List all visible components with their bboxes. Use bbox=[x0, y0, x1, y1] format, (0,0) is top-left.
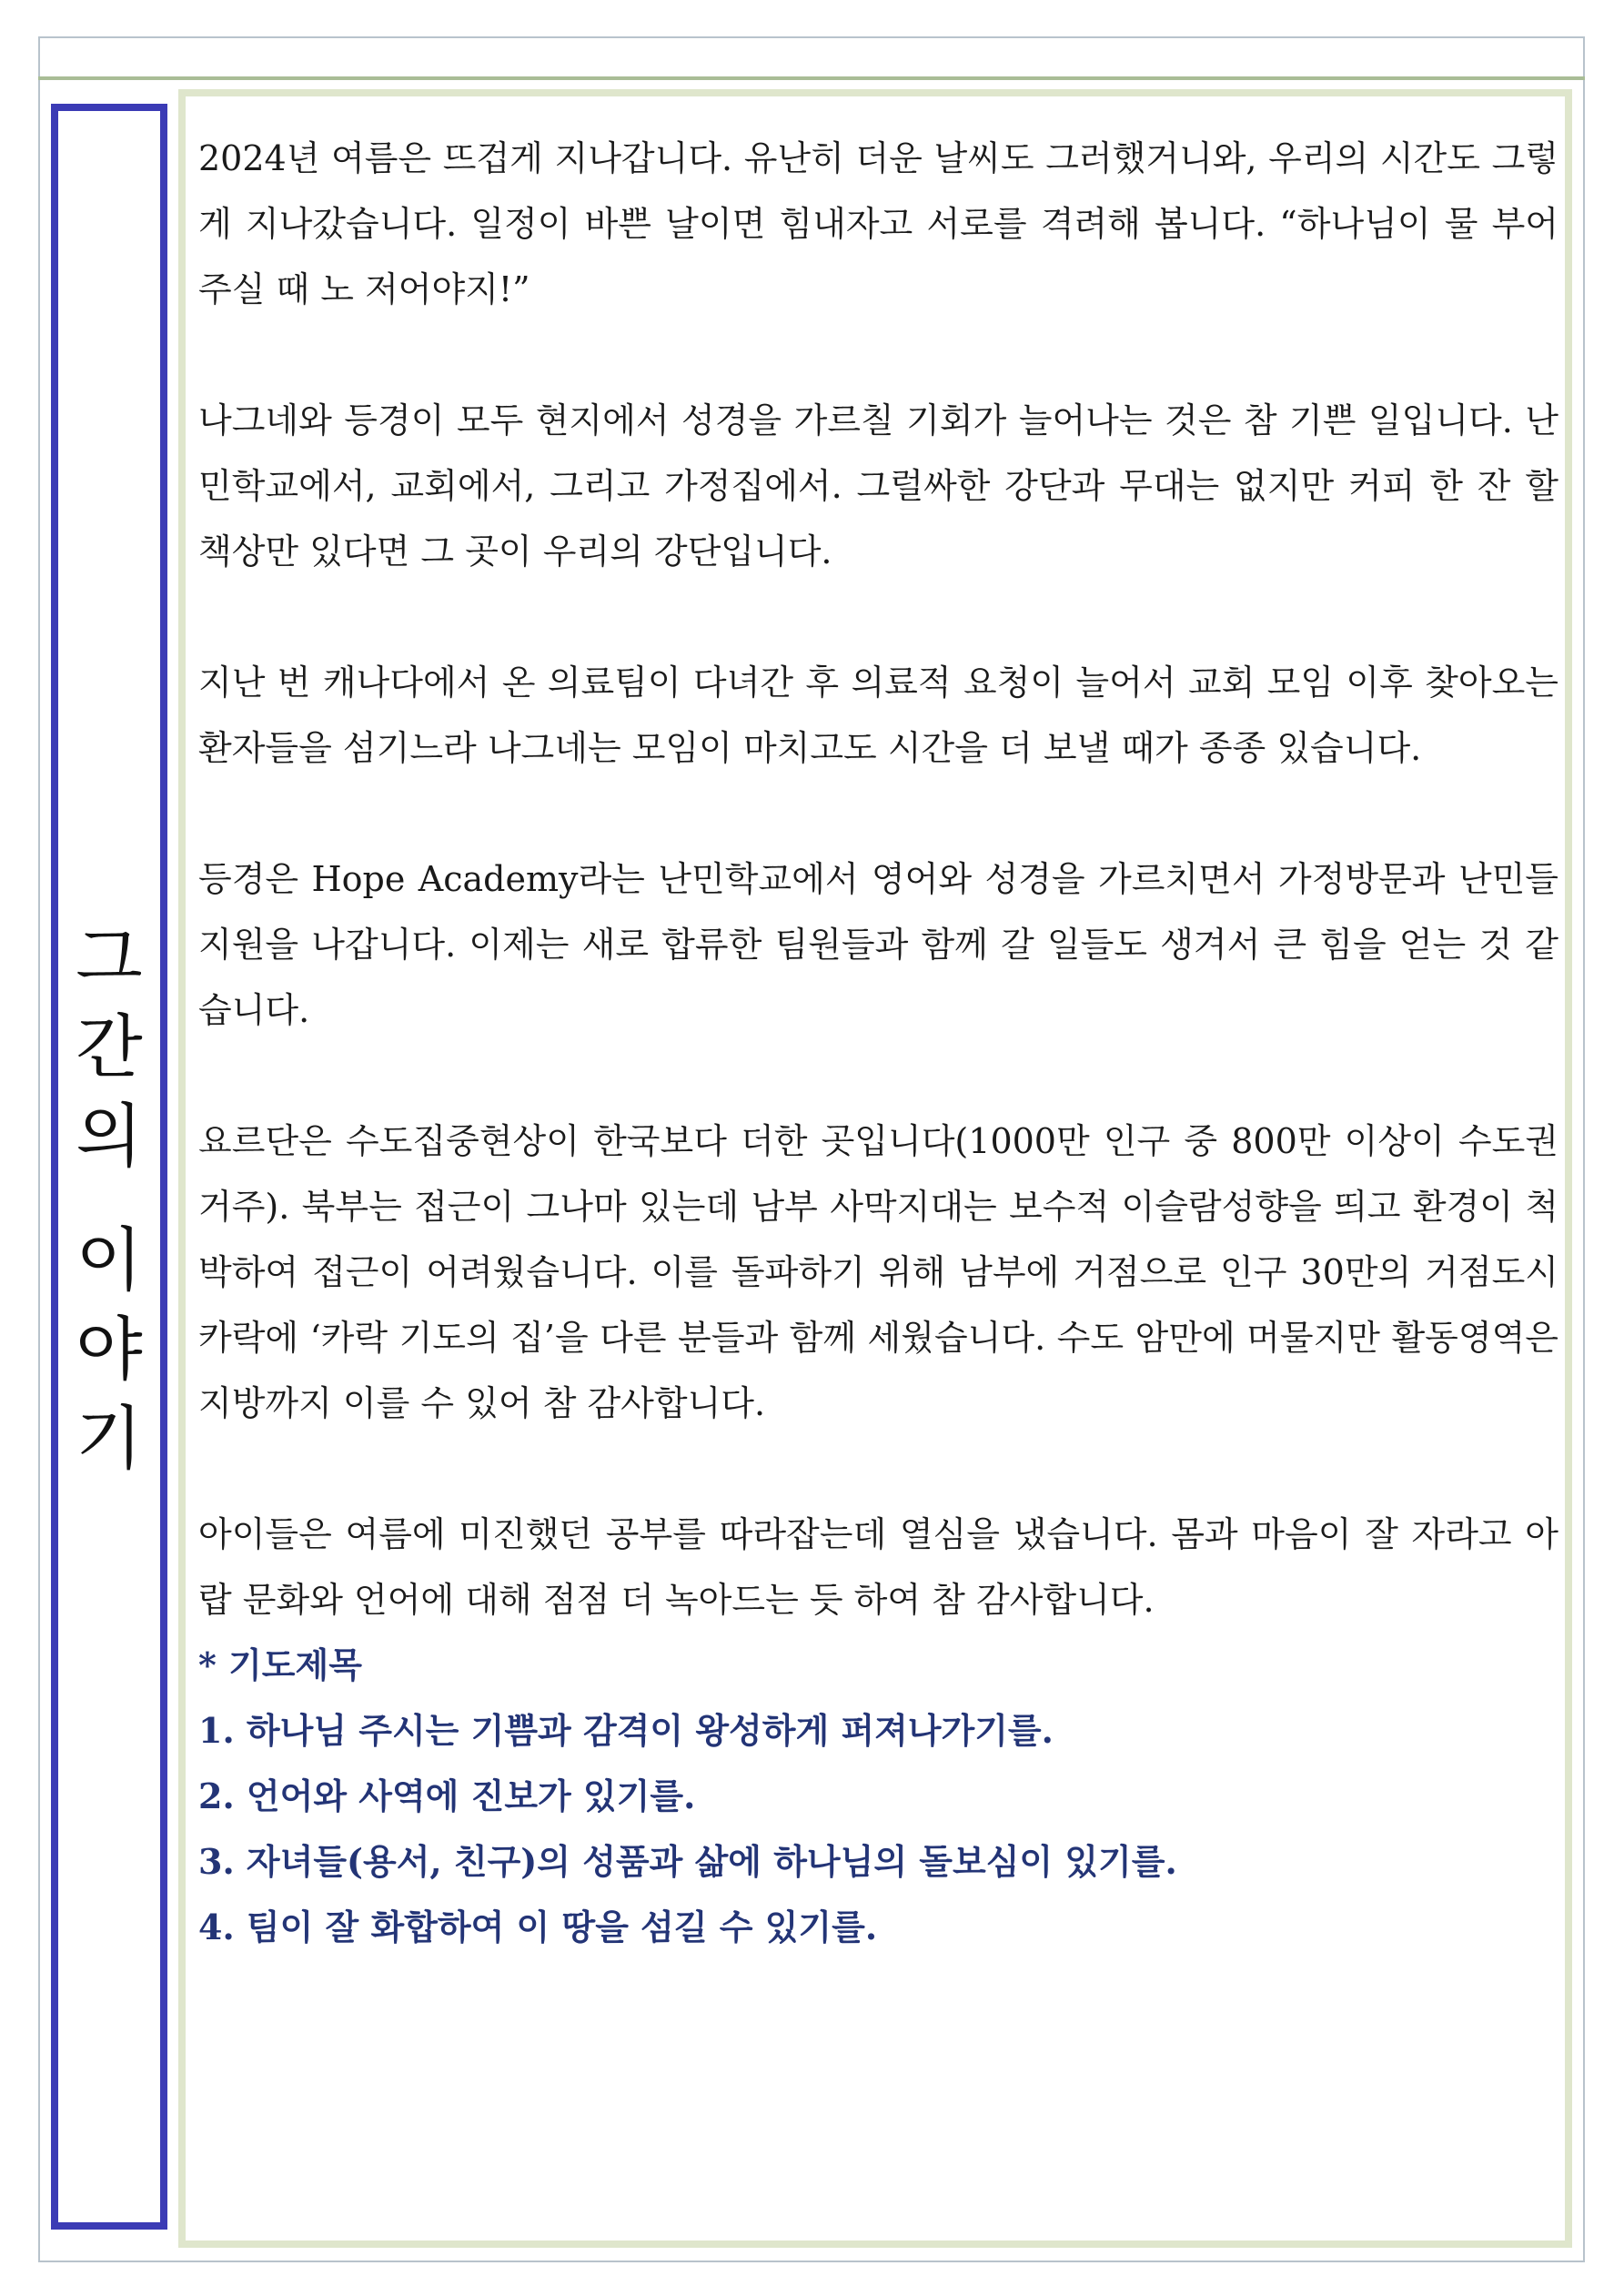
prayer-heading: * 기도제목 bbox=[198, 1644, 362, 1685]
side-title-char: 기 bbox=[76, 1398, 143, 1479]
paragraph-jordan: 요르단은 수도집중현상이 한국보다 더한 곳입니다(1000만 인구 중 800만 이상이 수도권 거주). 북부는 접근이 그나마 있는데 남부 사막지대는 보수적 이슬람성향을 띄고 환경이 척박하여 접근이 어려웠습니다. 이를 돌파하기 위해 남부에 거점으로 인구 30만의 거점도시 카락에 ‘카락 기도의 집’을 다른 분들과 함께 세웠습니다. 수도 암만에 머물지만 활동영역은 지방까지 이를 수 있어 참 감사합니다. bbox=[198, 1121, 1558, 1423]
prayer-item: 3. 자녀들(용서, 친구)의 성품과 삶에 하나님의 돌보심이 있기를. bbox=[198, 1841, 1177, 1882]
side-title-char: 간 bbox=[76, 1006, 143, 1087]
newsletter-body bbox=[198, 126, 1558, 1960]
paragraph-hope-academy: 등경은 Hope Academy라는 난민학교에서 영어와 성경을 가르치면서 가정방문과 난민들 지원을 나갑니다. 이제는 새로 합류한 팀원들과 함께 갈 일들도 생겨서 큰 힘을 얻는 것 같습니다. bbox=[198, 859, 1558, 1030]
prayer-item: 1. 하나님 주시는 기쁨과 감격이 왕성하게 퍼져나가기를. bbox=[198, 1710, 1054, 1751]
side-title-char: 그 bbox=[76, 917, 143, 998]
paragraph-teaching: 나그네와 등경이 모두 현지에서 성경을 가르칠 기회가 늘어나는 것은 참 기쁜 일입니다. 난민학교에서, 교회에서, 그리고 가정집에서. 그럴싸한 강단과 무대는 없지만 커피 한 잔 할 책상만 있다면 그 곳이 우리의 강단입니다. bbox=[198, 400, 1558, 571]
side-title-box bbox=[51, 104, 167, 2230]
paragraph-children: 아이들은 여름에 미진했던 공부를 따라잡는데 열심을 냈습니다. 몸과 마음이 잘 자라고 아랍 문화와 언어에 대해 점점 더 녹아드는 듯 하여 참 감사합니다. bbox=[198, 1514, 1558, 1620]
prayer-item: 4. 팀이 잘 화합하여 이 땅을 섬길 수 있기를. bbox=[198, 1907, 878, 1947]
side-title-char: 의 bbox=[76, 1096, 143, 1177]
side-title-char: 이 bbox=[76, 1219, 143, 1300]
side-title bbox=[58, 914, 160, 1483]
paragraph-summer: 2024년 여름은 뜨겁게 지나갑니다. 유난히 더운 날씨도 그러했거니와, 우리의 시간도 그렇게 지나갔습니다. 일정이 바쁜 날이면 힘내자고 서로를 격려해 봅니다. “하나님이 물 부어 주실 때 노 저어야지!” bbox=[198, 138, 1558, 309]
side-title-char: 야 bbox=[76, 1309, 143, 1390]
paragraph-medical: 지난 번 캐나다에서 온 의료팀이 다녀간 후 의료적 요청이 늘어서 교회 모임 이후 찾아오는 환자들을 섬기느라 나그네는 모임이 마치고도 시간을 더 보낼 때가 종종 있습니다. bbox=[198, 663, 1558, 768]
prayer-item: 2. 언어와 사역에 진보가 있기를. bbox=[198, 1775, 696, 1816]
prayer-list bbox=[198, 1633, 1558, 1960]
header-rule bbox=[38, 76, 1585, 80]
